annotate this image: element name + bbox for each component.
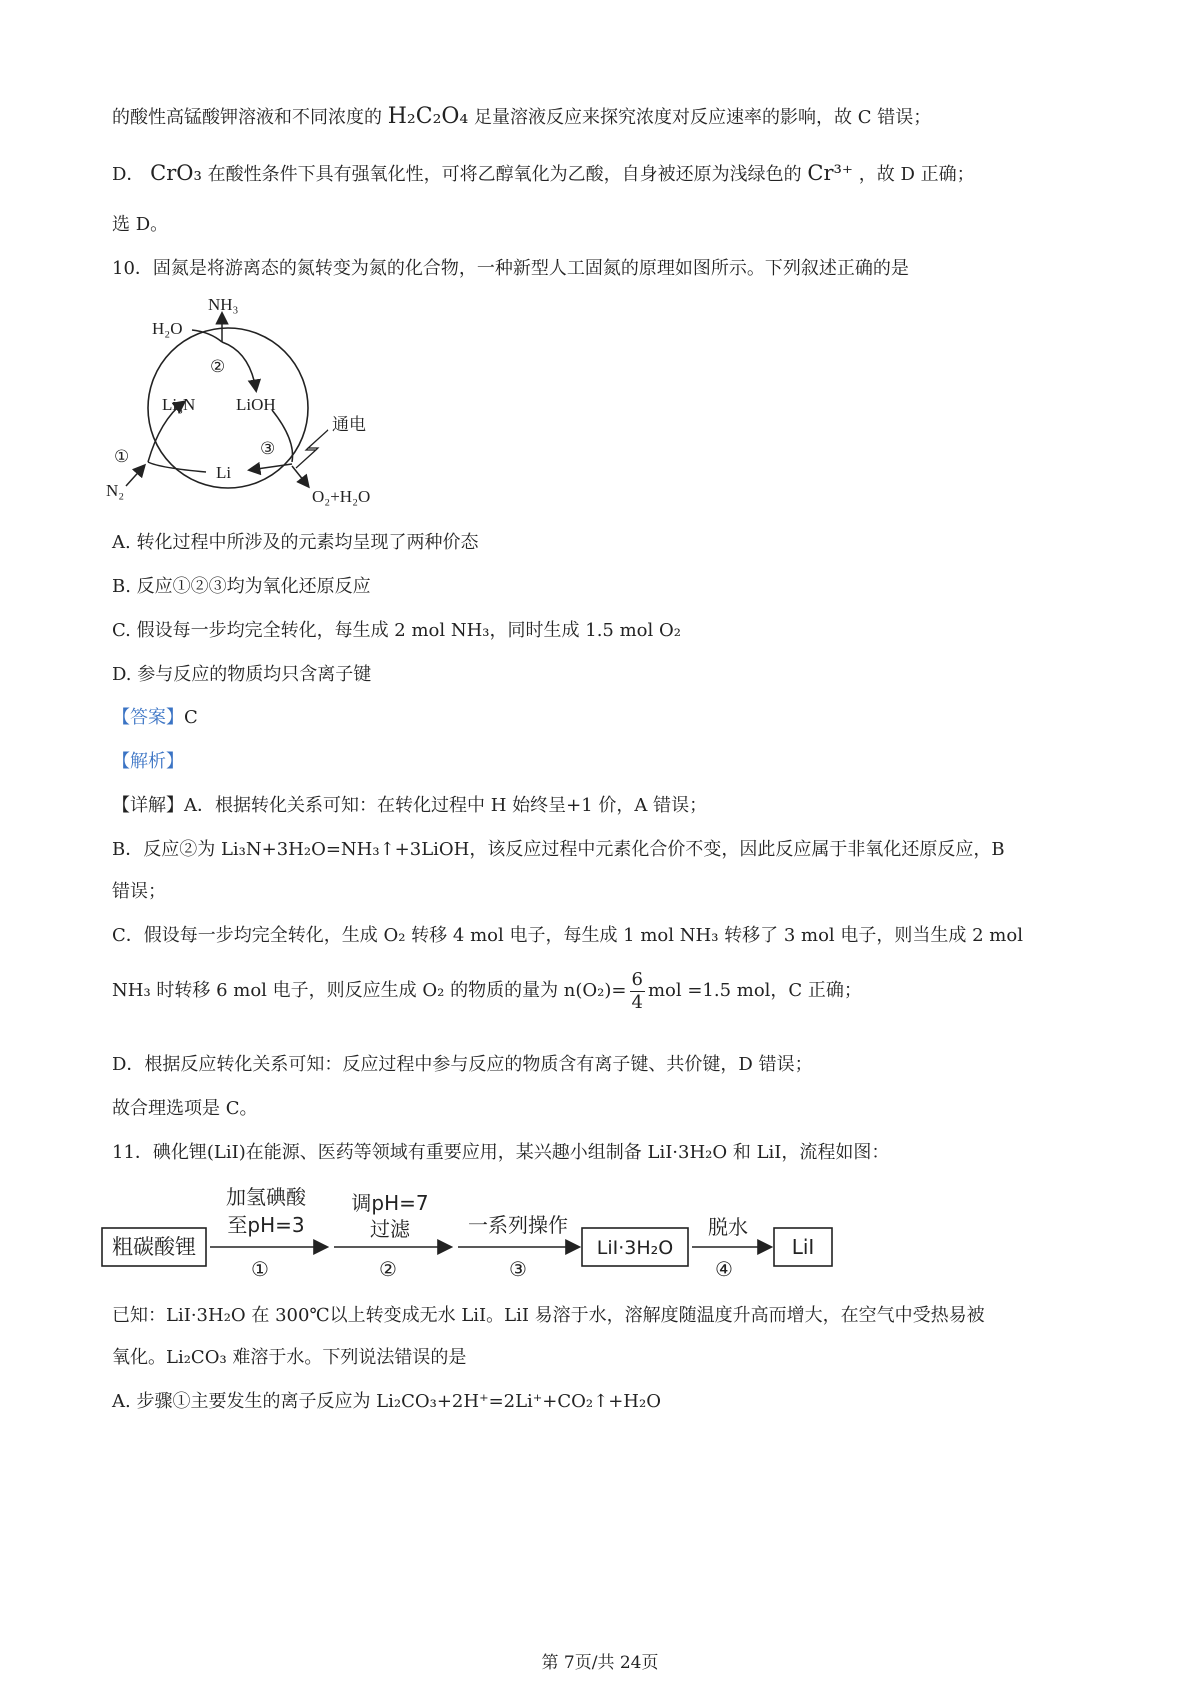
box3-label: LiI <box>791 1235 815 1259</box>
label-lioh: LiOH <box>236 395 276 414</box>
lightning-icon <box>296 430 328 468</box>
arrow1-top2: 至pH=3 <box>227 1213 305 1237</box>
calc-line <box>112 966 862 1016</box>
prev-line-1 <box>112 104 931 131</box>
label-li: Li <box>216 463 232 482</box>
arrow3-bottom: ③ <box>509 1257 527 1281</box>
page-footer: 第 7页/共 24页 <box>541 1653 659 1673</box>
arrow1-bottom: ① <box>251 1257 269 1281</box>
label-o2-h2o: O₂+H₂O <box>312 487 371 506</box>
label-li3n: Li₃N <box>162 395 196 414</box>
prev-line-2 <box>112 160 975 188</box>
question-10-stem: 10．固氮是将游离态的氮转变为氮的化合物，一种新型人工固氮的原理如图所示。下列叙述正确的是 <box>112 258 909 279</box>
answer-line <box>112 705 198 731</box>
q11-option-a: A. 步骤①主要发生的离子反应为 Li₂CO₃+2H⁺=2Li⁺+CO₂↑+H₂O <box>112 1391 661 1412</box>
conclusion: 故合理选项是 C。 <box>112 1098 258 1119</box>
arrow1-top1: 加氢碘酸 <box>226 1185 306 1209</box>
fraction-numerator: 6 <box>631 968 643 990</box>
label-step1: ① <box>114 447 130 466</box>
detail-line-4: C．假设每一步均完全转化，生成 O₂ 转移 4 mol 电子，每生成 1 mol NH₃ 转移了 3 mol 电子，则当生成 2 mol <box>112 925 1023 946</box>
label-step2: ② <box>210 357 226 376</box>
text: 在酸性条件下具有强氧化性，可将乙醇氧化为乙酸，自身被还原为浅绿色的 <box>207 164 802 185</box>
text: 选 D。 <box>112 214 169 235</box>
detail-line-2: B．反应②为 Li₃N+3H₂O=NH₃↑+3LiOH，该反应过程中元素化合价不变，因此反应属于非氧化还原反应，B <box>112 839 1005 860</box>
detail-line-d: D．根据反应转化关系可知：反应过程中参与反应的物质含有离子键、共价键，D 错误； <box>112 1054 813 1075</box>
lii-process-flowchart <box>100 1182 840 1288</box>
fraction <box>630 969 645 1014</box>
text: ，故 D 正确； <box>858 164 975 185</box>
answer-label: 【答案】 <box>112 707 184 728</box>
ion-cr3: Cr³⁺ <box>807 161 853 185</box>
n2-arrow <box>126 466 144 486</box>
formula-cro3: CrO₃ <box>150 161 202 185</box>
arrow4-top: 脱水 <box>708 1215 748 1239</box>
arrow4-bottom: ④ <box>715 1257 733 1281</box>
o2-h2o-arrow <box>292 466 308 486</box>
box1-label: 粗碳酸锂 <box>112 1235 196 1259</box>
li-arrow <box>250 464 292 470</box>
label-power: 通电 <box>332 415 366 434</box>
answer-value: C <box>184 707 198 728</box>
text: D． <box>112 164 145 185</box>
option-d: D. 参与反应的物质均只含离子键 <box>112 664 372 685</box>
label-step3: ③ <box>260 439 276 458</box>
analysis-label: 【解析】 <box>112 751 184 772</box>
prev-line-3 <box>112 212 168 238</box>
text: 足量溶液反应来探究浓度对反应速率的影响，故 C 错误； <box>473 107 932 128</box>
formula-h2c2o4: H₂C₂O₄ <box>387 104 469 129</box>
arrow2-top1: 调pH=7 <box>351 1191 429 1215</box>
option-b: B. 反应①②③均为氧化还原反应 <box>112 576 371 597</box>
calc-text: NH₃ 时转移 6 mol 电子，则反应生成 O₂ 的物质的量为 n(O₂)= <box>112 980 627 1001</box>
step2-arrow <box>222 342 256 390</box>
fraction-denominator: 4 <box>631 991 643 1013</box>
detail-line-1: 【详解】A．根据转化关系可知：在转化过程中 H 始终呈+1 价，A 错误； <box>112 795 708 816</box>
label-nh3: NH₃ <box>208 295 239 314</box>
text: 的酸性高锰酸钾溶液和不同浓度的 <box>112 107 382 128</box>
option-c: C. 假设每一步均完全转化，每生成 2 mol NH₃，同时生成 1.5 mol O₂ <box>112 620 681 641</box>
arrow2-top2: 过滤 <box>370 1217 410 1241</box>
detail-line-3: 错误； <box>112 881 166 902</box>
box2-label: LiI·3H₂O <box>596 1237 674 1259</box>
known-line-2: 氧化。Li₂CO₃ 难溶于水。下列说法错误的是 <box>112 1347 467 1368</box>
label-n2: N₂ <box>106 481 125 500</box>
h2o-arrow <box>192 330 222 342</box>
arrow3-top: 一系列操作 <box>468 1213 568 1237</box>
known-line-1: 已知：LiI·3H₂O 在 300℃以上转变成无水 LiI。LiI 易溶于水，溶解度随温度升高而增大，在空气中受热易被 <box>112 1305 985 1326</box>
calc-result: mol =1.5 mol，C 正确； <box>647 980 862 1001</box>
nitrogen-fixation-diagram <box>100 290 400 520</box>
label-h2o: H₂O <box>152 319 183 338</box>
option-a: A. 转化过程中所涉及的元素均呈现了两种价态 <box>112 532 479 553</box>
question-11-stem: 11．碘化锂(LiI)在能源、医药等领域有重要应用，某兴趣小组制备 LiI·3H₂O 和 LiI，流程如图： <box>112 1142 890 1163</box>
arrow2-bottom: ② <box>379 1257 397 1281</box>
